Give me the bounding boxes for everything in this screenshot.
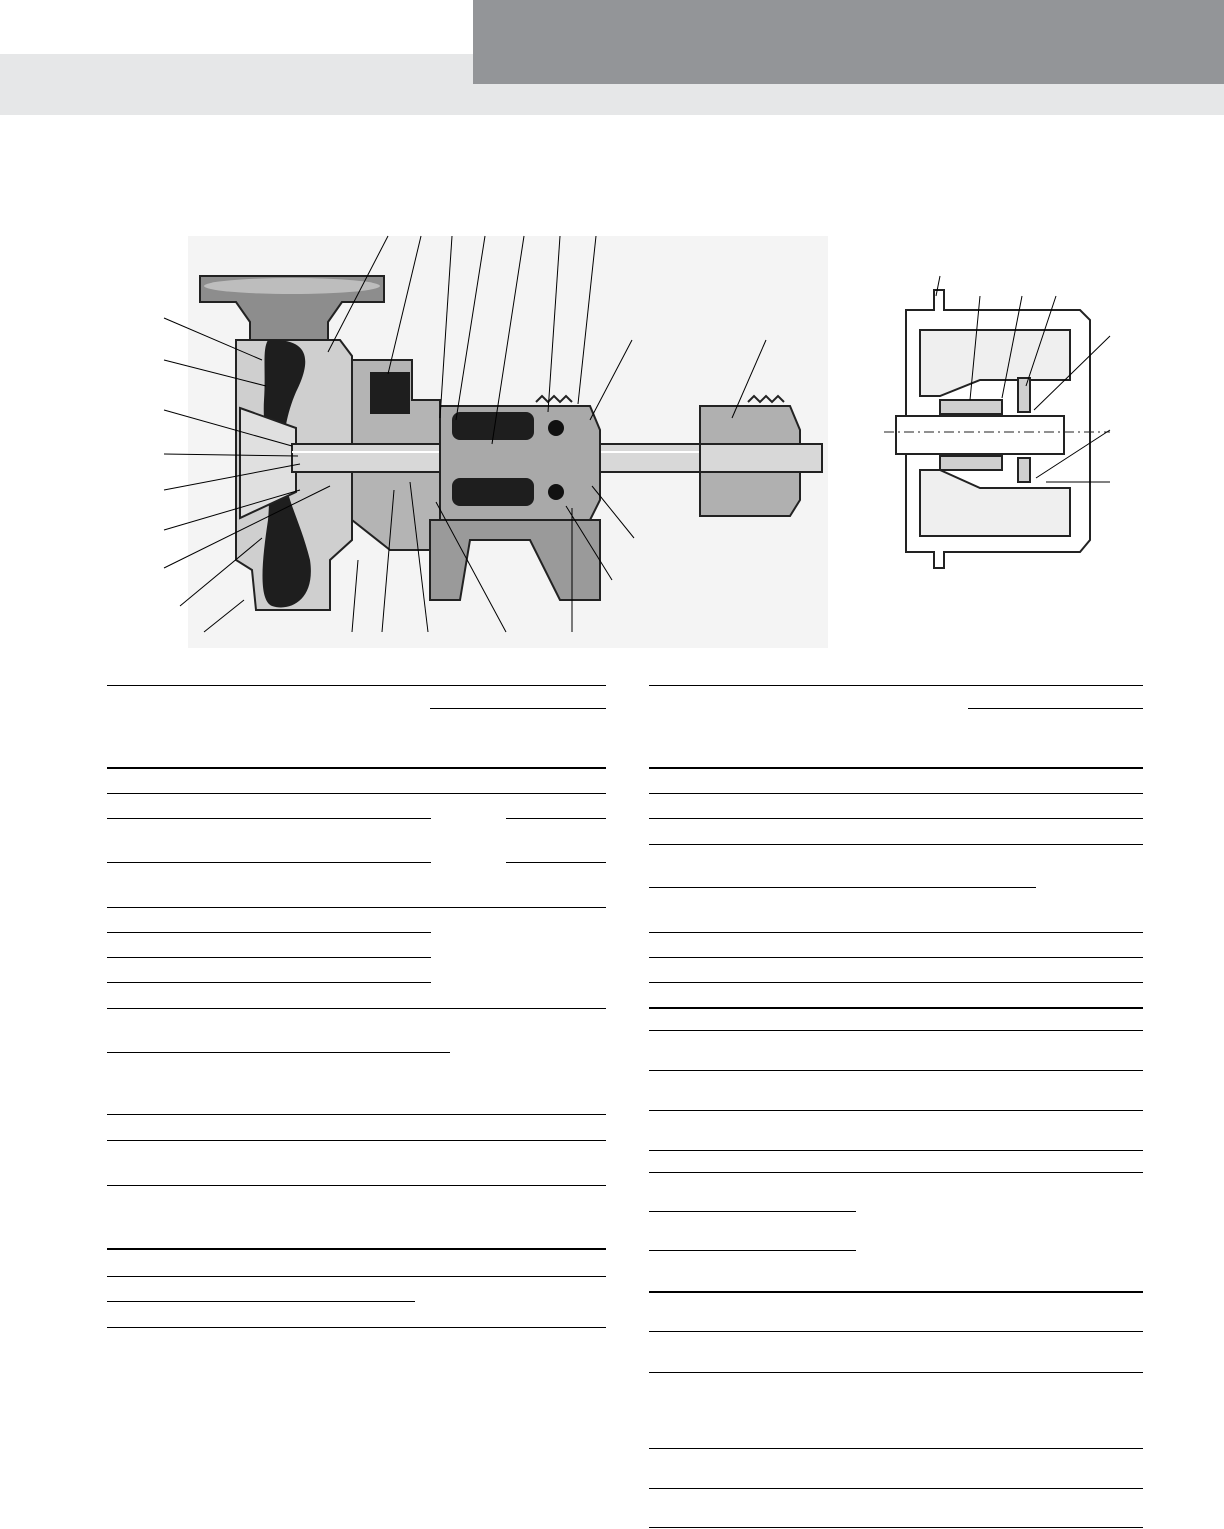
seal-chamber-detail-drawing	[884, 290, 1110, 568]
pump-cross-section-figure	[0, 0, 1224, 660]
